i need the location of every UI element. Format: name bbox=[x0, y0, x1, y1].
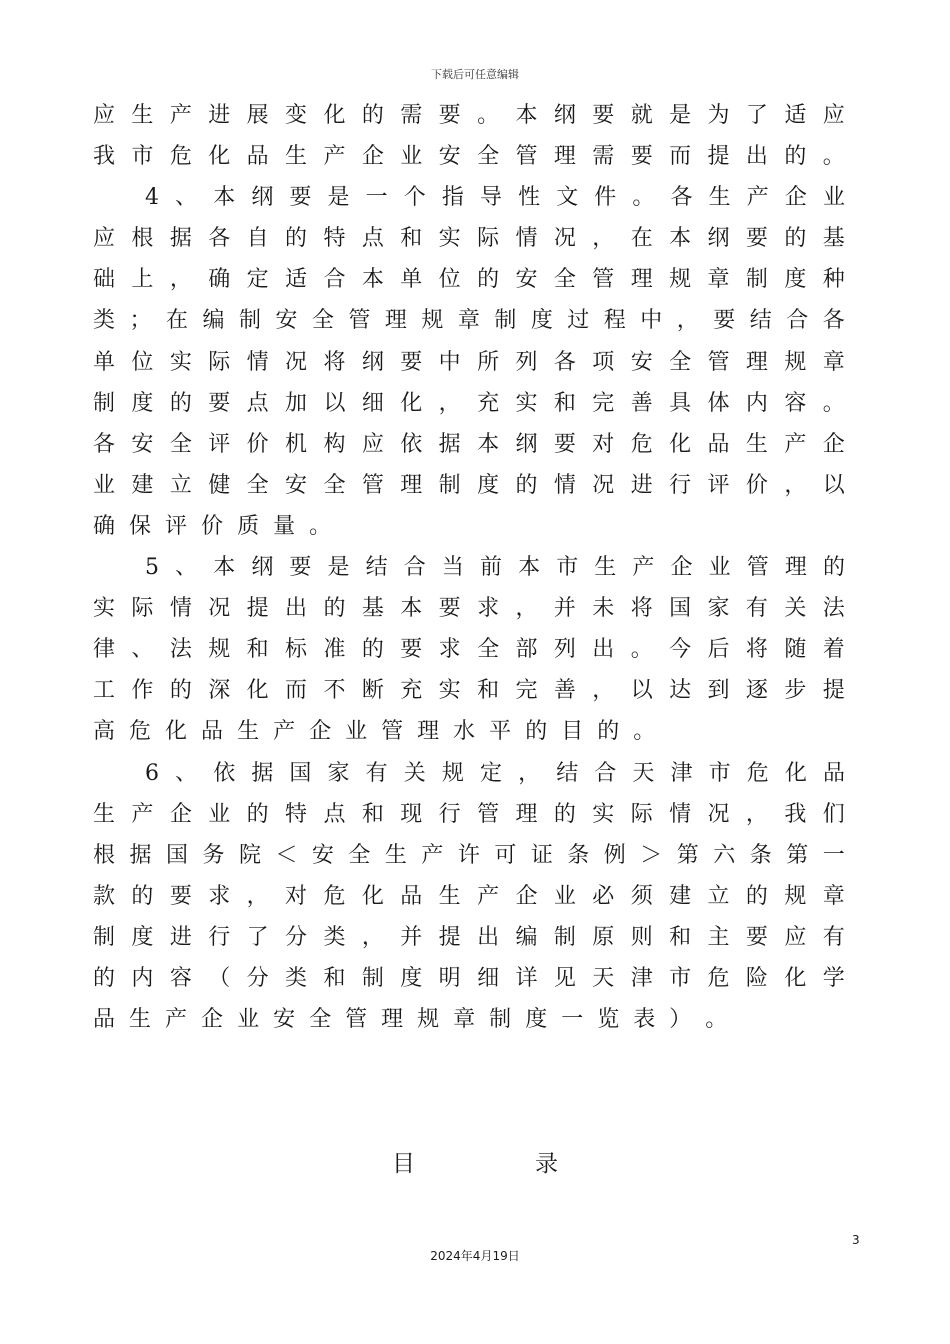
text-line: 款 的 要 求 ， 对 危 化 品 生 产 企 业 必 须 建 立 的 规 章 bbox=[93, 883, 845, 909]
text-line: 律 、 法 规 和 标 准 的 要 求 全 部 列 出 。 今 后 将 随 着 bbox=[93, 637, 845, 663]
text-line: 根 据 国 务 院 ＜ 安 全 生 产 许 可 证 条 例 ＞ 第 六 条 第 一 bbox=[93, 842, 845, 868]
text-line: 实 际 情 况 提 出 的 基 本 要 求 ， 并 未 将 国 家 有 关 法 bbox=[93, 596, 845, 622]
text-line: 4 、 本 纲 要 是 一 个 指 导 性 文 件 。 各 生 产 企 业 bbox=[145, 185, 845, 211]
text-line: 单 位 实 际 情 况 将 纲 要 中 所 列 各 项 安 全 管 理 规 章 bbox=[93, 349, 845, 375]
text-line: 6 、 依 据 国 家 有 关 规 定 ， 结 合 天 津 市 危 化 品 bbox=[145, 760, 845, 786]
text-line: 高 危 化 品 生 产 企 业 管 理 水 平 的 目 的 。 bbox=[93, 719, 656, 745]
text-line: 5 、 本 纲 要 是 结 合 当 前 本 市 生 产 企 业 管 理 的 bbox=[145, 555, 845, 581]
toc-heading-char-2: 录 bbox=[535, 1151, 558, 1177]
toc-heading-char-1: 目 bbox=[392, 1151, 415, 1177]
text-line: 应 根 据 各 自 的 特 点 和 实 际 情 况 ， 在 本 纲 要 的 基 bbox=[93, 226, 845, 252]
text-line: 类 ； 在 编 制 安 全 管 理 规 章 制 度 过 程 中 ， 要 结 合 各 bbox=[93, 308, 845, 334]
toc-heading bbox=[0, 1145, 950, 1178]
text-line: 品 生 产 企 业 安 全 管 理 规 章 制 度 一 览 表 ） 。 bbox=[93, 1007, 728, 1033]
text-line: 础 上 ， 确 定 适 合 本 单 位 的 安 全 管 理 规 章 制 度 种 bbox=[93, 267, 845, 293]
text-line: 制 度 的 要 点 加 以 细 化 ， 充 实 和 完 善 具 体 内 容 。 bbox=[93, 390, 845, 416]
text-line: 确 保 评 价 质 量 。 bbox=[93, 513, 332, 539]
text-line: 业 建 立 健 全 安 全 管 理 制 度 的 情 况 进 行 评 价 ， 以 bbox=[93, 472, 845, 498]
text-line: 应 生 产 进 展 变 化 的 需 要 。 本 纲 要 就 是 为 了 适 应 bbox=[93, 103, 845, 128]
text-line: 生 产 企 业 的 特 点 和 现 行 管 理 的 实 际 情 况 ， 我 们 bbox=[93, 801, 845, 827]
page-header: 下载后可任意编辑 bbox=[431, 68, 519, 81]
page-footer-date: 2024年4月19日 bbox=[430, 1249, 520, 1263]
text-line: 工 作 的 深 化 而 不 断 充 实 和 完 善 ， 以 达 到 逐 步 提 bbox=[93, 678, 845, 704]
document-body bbox=[93, 95, 845, 1040]
text-line: 我 市 危 化 品 生 产 企 业 安 全 管 理 需 要 而 提 出 的 。 bbox=[93, 144, 845, 170]
text-line: 制 度 进 行 了 分 类 ， 并 提 出 编 制 原 则 和 主 要 应 有 bbox=[93, 924, 845, 950]
text-line: 各 安 全 评 价 机 构 应 依 据 本 纲 要 对 危 化 品 生 产 企 bbox=[93, 431, 845, 457]
page-number: 3 bbox=[852, 1233, 860, 1247]
text-line: 的 内 容 （ 分 类 和 制 度 明 细 详 见 天 津 市 危 险 化 学 bbox=[93, 965, 845, 991]
